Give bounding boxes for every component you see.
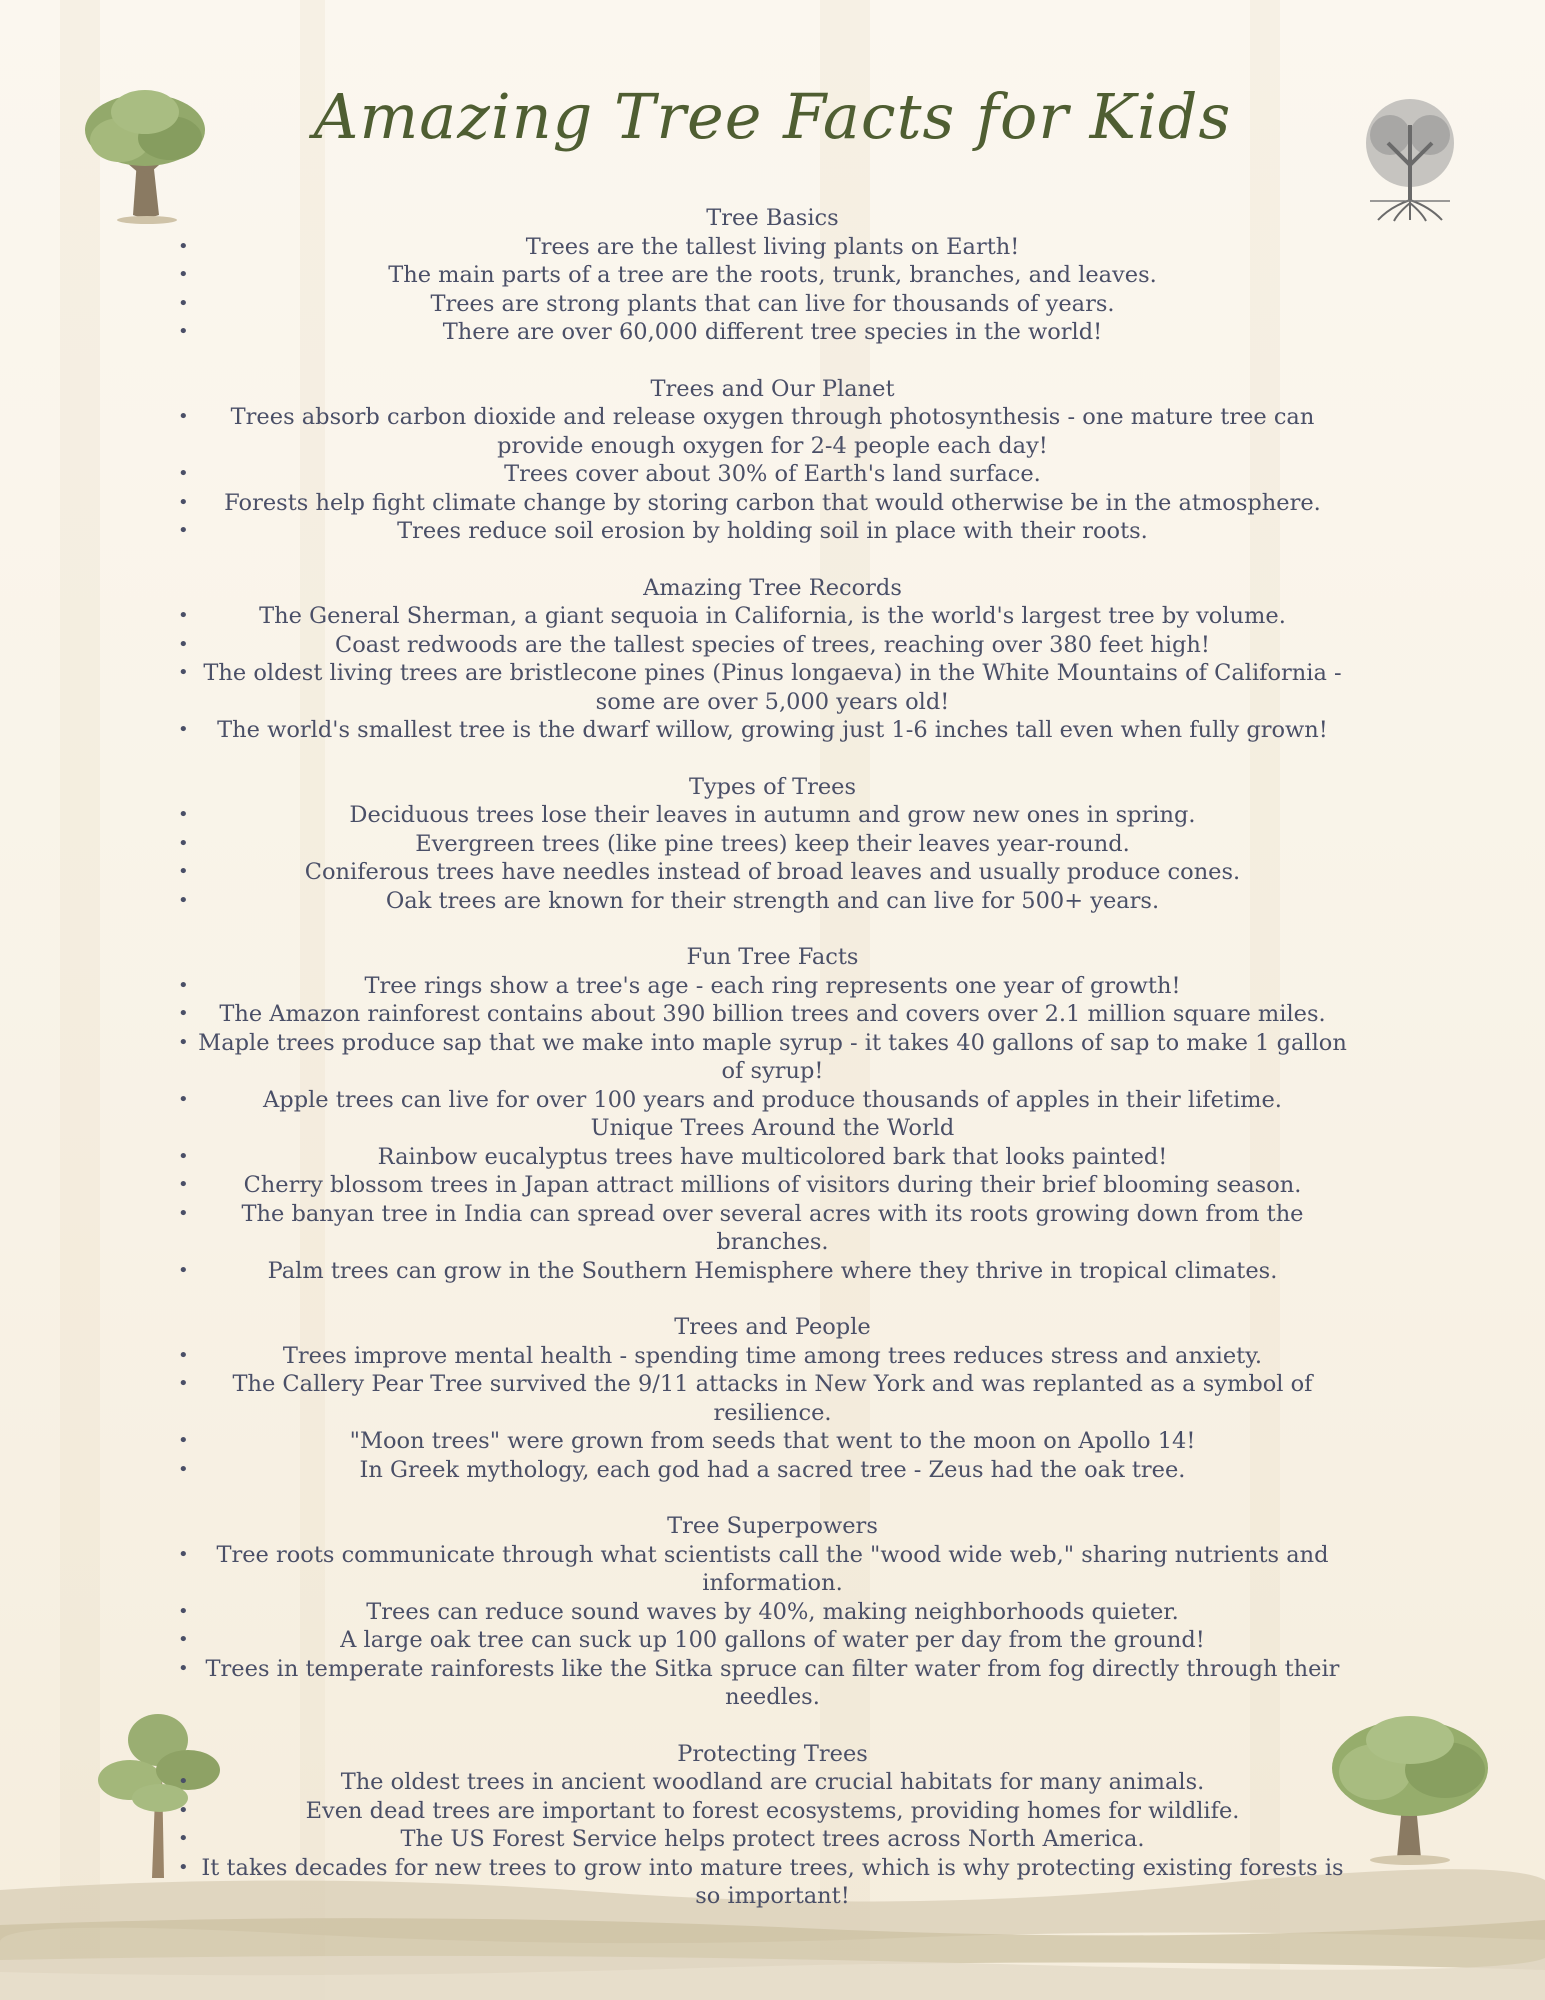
fact-section (190, 1313, 1355, 1484)
fact-item: • Trees improve mental health - spending time among trees reduces stress and anxiety. (190, 1342, 1355, 1371)
fact-item: • "Moon trees" were grown from seeds that went to the moon on Apollo 14! (190, 1427, 1355, 1456)
section-heading: Fun Tree Facts (686, 944, 859, 970)
fact-section (190, 1114, 1355, 1285)
fact-item: • Tree roots communicate through what scientists call the "wood wide web," sharing nutrients and information. (190, 1541, 1355, 1598)
fact-section (190, 1512, 1355, 1712)
section-heading: Amazing Tree Records (643, 574, 902, 601)
fact-section (190, 1740, 1355, 1911)
fact-item: • Trees in temperate rainforests like the Sitka spruce can filter water from fog directly through their needles. (190, 1655, 1355, 1712)
fact-item: • Even dead trees are important to forest ecosystems, providing homes for wildlife. (190, 1797, 1355, 1826)
section-heading: Trees and People (674, 1314, 871, 1340)
fact-item: • Forests help fight climate change by storing carbon that would otherwise be in the atmosphere. (190, 489, 1355, 518)
fact-list (190, 972, 1355, 1115)
fact-item: • Palm trees can grow in the Southern Hemisphere where they thrive in tropical climates. (190, 1257, 1355, 1286)
fact-item: • A large oak tree can suck up 100 gallons of water per day from the ground! (190, 1626, 1355, 1655)
fact-item: • Trees absorb carbon dioxide and release oxygen through photosynthesis - one mature tree can provide enough oxygen for 2-4 people each day! (190, 403, 1355, 460)
fact-item: • Coniferous trees have needles instead of broad leaves and usually produce cones. (190, 858, 1355, 887)
fact-item: • Trees are strong plants that can live for thousands of years. (190, 290, 1355, 319)
fact-item: • Apple trees can live for over 100 years and produce thousands of apples in their lifetime. (190, 1086, 1355, 1115)
fact-item: • Deciduous trees lose their leaves in autumn and grow new ones in spring. (190, 801, 1355, 830)
section-heading: Protecting Trees (677, 1740, 868, 1767)
fact-item: • Tree rings show a tree's age - each ring represents one year of growth! (190, 972, 1355, 1001)
fact-item: • Coast redwoods are the tallest species of trees, reaching over 380 feet high! (190, 631, 1355, 660)
fact-item: • Trees are the tallest living plants on Earth! (190, 233, 1355, 262)
fact-item: • In Greek mythology, each god had a sacred tree - Zeus had the oak tree. (190, 1456, 1355, 1485)
fact-item: • Trees cover about 30% of Earth's land surface. (190, 460, 1355, 489)
fact-list (190, 602, 1355, 745)
fact-item: • Rainbow eucalyptus trees have multicolored bark that looks painted! (190, 1143, 1355, 1172)
fact-list (190, 1768, 1355, 1911)
section-heading: Trees and Our Planet (650, 375, 895, 402)
fact-item: • The oldest trees in ancient woodland are crucial habitats for many animals. (190, 1768, 1355, 1797)
fact-item: • Cherry blossom trees in Japan attract millions of visitors during their brief blooming season. (190, 1171, 1355, 1200)
section-heading: Unique Trees Around the World (590, 1115, 955, 1141)
fact-item: • The oldest living trees are bristlecone pines (Pinus longaeva) in the White Mountains of California - some are over 5,000 years old! (190, 659, 1355, 716)
fact-list (190, 1143, 1355, 1286)
fact-item: • Maple trees produce sap that we make into maple syrup - it takes 40 gallons of sap to make 1 gallon of syrup! (190, 1029, 1355, 1086)
fact-section (190, 204, 1355, 347)
fact-item: • The banyan tree in India can spread over several acres with its roots growing down from the branches. (190, 1200, 1355, 1257)
fact-item: • Trees reduce soil erosion by holding soil in place with their roots. (190, 517, 1355, 546)
fact-section (190, 375, 1355, 546)
fact-list (190, 233, 1355, 347)
fact-item: • It takes decades for new trees to grow into mature trees, which is why protecting existing forests is so important! (190, 1854, 1355, 1911)
fact-list (190, 1342, 1355, 1485)
fact-item: • The General Sherman, a giant sequoia in California, is the world's largest tree by volume. (190, 602, 1355, 631)
fact-item: • The world's smallest tree is the dwarf willow, growing just 1-6 inches tall even when fully grown! (190, 716, 1355, 745)
fact-section (190, 943, 1355, 1114)
fact-item: • The US Forest Service helps protect trees across North America. (190, 1825, 1355, 1854)
section-heading: Tree Superpowers (667, 1513, 878, 1539)
fact-item: • The Callery Pear Tree survived the 9/11 attacks in New York and was replanted as a symbol of resilience. (190, 1370, 1355, 1427)
section-heading: Types of Trees (688, 773, 857, 800)
page-title: Amazing Tree Facts for Kids (313, 80, 1232, 153)
fact-section (190, 773, 1355, 916)
fact-item: • Trees can reduce sound waves by 40%, making neighborhoods quieter. (190, 1598, 1355, 1627)
fact-list (190, 801, 1355, 915)
fact-item: • Evergreen trees (like pine trees) keep their leaves year-round. (190, 830, 1355, 859)
fact-section (190, 574, 1355, 745)
fact-item: • The Amazon rainforest contains about 390 billion trees and covers over 2.1 million square miles. (190, 1000, 1355, 1029)
fact-item: • There are over 60,000 different tree species in the world! (190, 318, 1355, 347)
section-heading: Tree Basics (706, 205, 839, 231)
fact-list (190, 1541, 1355, 1712)
fact-list-container (190, 204, 1355, 1939)
fact-item: • Oak trees are known for their strength and can live for 500+ years. (190, 887, 1355, 916)
fact-item: • The main parts of a tree are the roots, trunk, branches, and leaves. (190, 261, 1355, 290)
fact-list (190, 403, 1355, 546)
